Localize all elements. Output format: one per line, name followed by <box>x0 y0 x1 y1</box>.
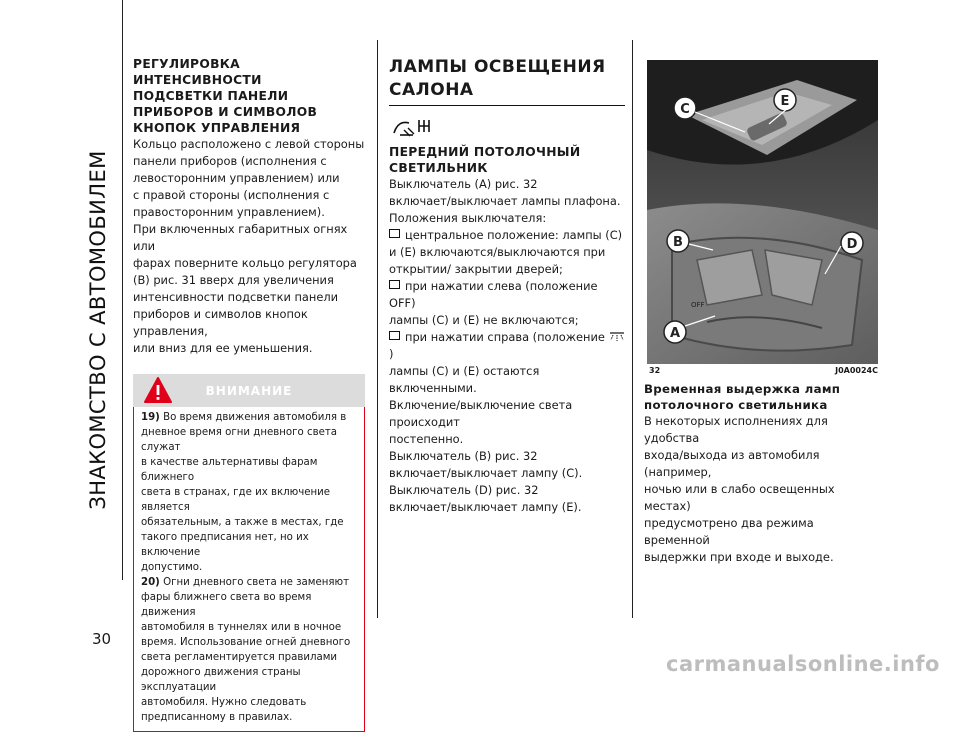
title-rule <box>389 105 625 106</box>
ceiling-light-photo <box>647 60 878 364</box>
chapter-side-title: ЗНАКОМСТВО С АВТОМОБИЛЕМ <box>86 150 110 510</box>
interior-light-icon <box>391 114 439 140</box>
page-number: 30 <box>92 630 112 648</box>
callout-b-label: B <box>673 235 683 250</box>
off-label: OFF <box>691 301 705 309</box>
section-body: В некоторых исполнениях для удобства входа/выхода из автомобиля (например, ночью или в слабо освещенных местах) предусмотрено два режима временной выдержки при входе и выходе. <box>644 414 835 564</box>
bullet-square-icon <box>389 331 400 340</box>
section-heading: ПЕРЕДНИЙ ПОТОЛОЧНЫЙ СВЕТИЛЬНИК <box>389 145 581 175</box>
column-divider-1 <box>377 40 378 618</box>
column-1 <box>133 56 365 732</box>
chapter-title: ЛАМПЫ ОСВЕЩЕНИЯ САЛОНА <box>389 57 606 100</box>
section-body: Выключатель (A) рис. 32 включает/выключает лампы плафона. Положения выключателя: центральное положение: лампы (C) и (E) включаются/выключаются при открытии/ закрытии дверей; при нажатии слева (положение OFF) лампы (C) и (E) не включаются; при нажатии справа (положение ) лампы (C) и (E) остаются включенными. Включение/выключение света происходит постепенно. Выключатель (B) рис. 32 включает/выключает лампу (C). Выключатель (D) рис. 32 включает/выключает лампу (E). <box>389 176 625 516</box>
callout-a-label: A <box>669 326 681 341</box>
section-heading: РЕГУЛИРОВКА ИНТЕНСИВНОСТИ ПОДСВЕТКИ ПАНЕЛИ ПРИБОРОВ И СИМВОЛОВ КНОПОК УПРАВЛЕНИЯ <box>133 57 318 135</box>
section-body: Кольцо расположено с левой стороны панели приборов (исполнения с левосторонним управлением) или с правой стороны (исполнения с правосторонним управлением). При включенных габаритных огнях или фарах поверните кольцо регулятора (B) рис. 31 вверх для увеличения интенсивности подсветки панели приборов и символов кнопок управления, или вниз для ее уменьшения. <box>133 137 365 355</box>
warning-header <box>133 374 365 407</box>
column-divider-2 <box>632 40 633 618</box>
figure-code: J0A0024C <box>835 366 878 375</box>
figure-number: 32 <box>649 366 661 375</box>
warning-label: ВНИМАНИЕ <box>205 384 293 398</box>
chapter-divider <box>122 0 123 580</box>
note-number: 20) <box>141 577 160 588</box>
ceiling-console-illustration <box>647 60 878 364</box>
bullet-square-icon <box>389 280 400 289</box>
column-3 <box>644 381 880 566</box>
lamp-on-icon <box>609 331 625 342</box>
warning-body: 19) Во время движения автомобиля в дневное время огни дневного света служат в качестве альтернативы фарам ближнего света в странах, где их включение является обязательным, а также в местах, где такого предписания нет, но их включение допустимо. 20) Огни дневного света не заменяют фары ближнего света во время движения автомобиля в туннелях или в ночное время. Использование огней дневного света регламентируется правилами дорожного движения страны эксплуатации автомобиля. Нужно следовать предписанному в правилах. <box>133 407 365 732</box>
column-2 <box>389 56 625 516</box>
section-heading: Временная выдержка ламп потолочного светильника <box>644 382 841 412</box>
bullet-square-icon <box>389 229 400 238</box>
watermark-text: carmanualsonline.info <box>666 652 940 676</box>
callout-d-label: D <box>846 237 858 252</box>
note-number: 19) <box>141 412 160 423</box>
callout-c-label: C <box>680 102 690 117</box>
callout-e-label: E <box>780 94 790 109</box>
